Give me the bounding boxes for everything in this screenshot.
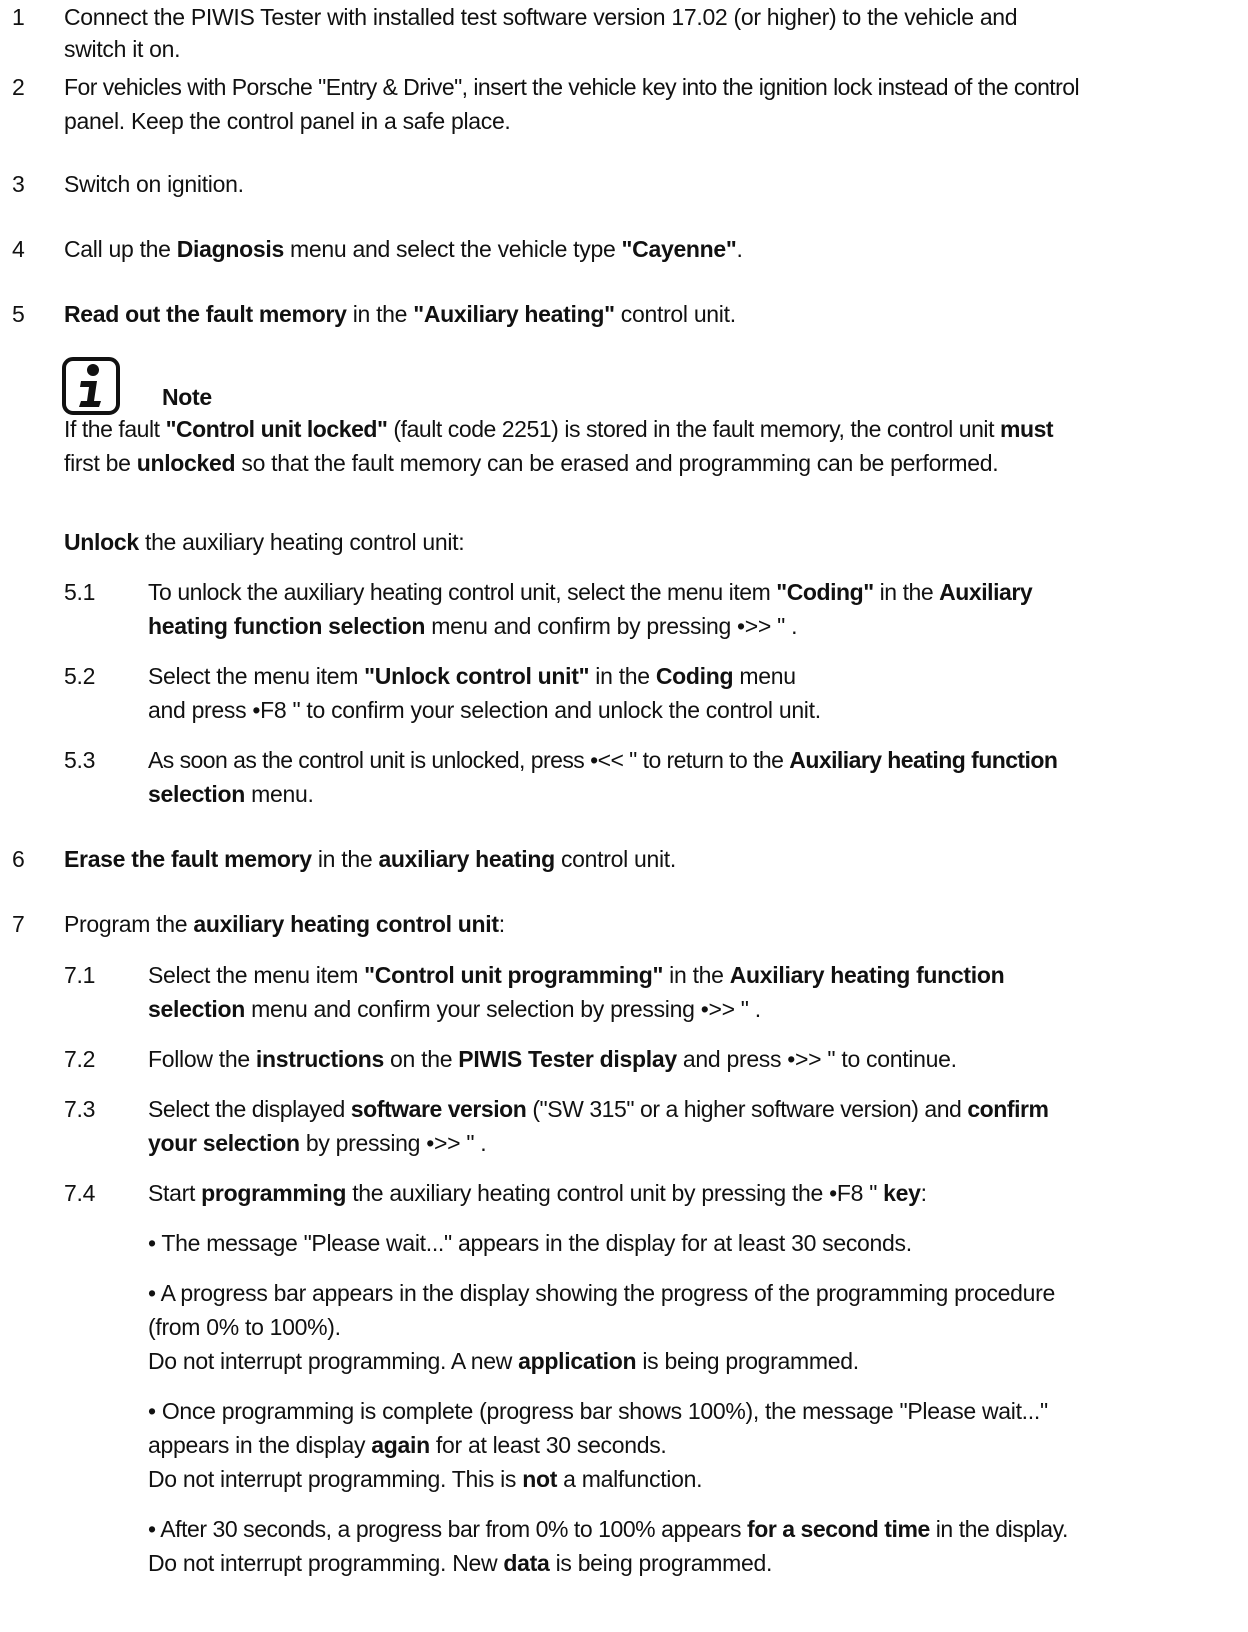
step-number: 7 — [12, 911, 25, 937]
substep-7-3-line-2: your selection by pressing •>> " . — [148, 1130, 487, 1156]
step-number: 1 — [12, 4, 25, 30]
bullet-second-time-line-2: Do not interrupt programming. New data is being programmed. — [148, 1550, 773, 1576]
substep-number: 7.3 — [64, 1096, 96, 1122]
step-5-text: Read out the fault memory in the "Auxiliary heating" control unit. — [64, 301, 736, 327]
bullet-progress-line-1: • A progress bar appears in the display showing the progress of the programming procedure — [148, 1280, 1055, 1306]
step-1-line-2: switch it on. — [64, 36, 181, 62]
substep-5-1-line-1: To unlock the auxiliary heating control unit, select the menu item "Coding" in the Auxiliary — [148, 579, 1033, 605]
substep-7-1-line-2: selection menu and confirm your selection by pressing •>> " . — [148, 996, 761, 1022]
info-icon — [61, 356, 121, 416]
substep-7-3-line-1: Select the displayed software version ("SW 315" or a higher software version) and confirm — [148, 1096, 1049, 1122]
step-1-line-1: Connect the PIWIS Tester with installed test software version 17.02 (or higher) to the vehicle and — [64, 4, 1018, 30]
substep-5-2-line-2: and press •F8 " to confirm your selection and unlock the control unit. — [148, 697, 821, 723]
substep-7-2-text: Follow the instructions on the PIWIS Tester display and press •>> " to continue. — [148, 1046, 957, 1072]
substep-number: 5.1 — [64, 579, 96, 605]
step-number: 4 — [12, 236, 25, 262]
bullet-complete-line-1: • Once programming is complete (progress bar shows 100%), the message "Please wait..." — [148, 1398, 1048, 1424]
bullet-please-wait: • The message "Please wait..." appears in the display for at least 30 seconds. — [148, 1230, 912, 1256]
substep-number: 7.4 — [64, 1180, 96, 1206]
substep-number: 7.2 — [64, 1046, 96, 1072]
step-number: 5 — [12, 301, 25, 327]
substep-number: 7.1 — [64, 962, 96, 988]
substep-5-3-line-1: As soon as the control unit is unlocked, press •<< " to return to the Auxiliary heating function — [148, 747, 1058, 773]
bullet-complete-line-2: appears in the display again for at least 30 seconds. — [148, 1432, 667, 1458]
step-number: 2 — [12, 74, 25, 100]
note-line-1: If the fault "Control unit locked" (fault code 2251) is stored in the fault memory, the control unit must — [64, 416, 1054, 442]
bullet-complete-line-3: Do not interrupt programming. This is not a malfunction. — [148, 1466, 703, 1492]
step-6-text: Erase the fault memory in the auxiliary heating control unit. — [64, 846, 676, 872]
substep-5-1-line-2: heating function selection menu and confirm by pressing •>> " . — [148, 613, 798, 639]
substep-7-1-line-1: Select the menu item "Control unit programming" in the Auxiliary heating function — [148, 962, 1005, 988]
substep-number: 5.2 — [64, 663, 96, 689]
step-number: 6 — [12, 846, 25, 872]
note-title: Note — [162, 384, 212, 410]
step-4-text: Call up the Diagnosis menu and select the vehicle type "Cayenne". — [64, 236, 743, 262]
substep-7-4-text: Start programming the auxiliary heating control unit by pressing the •F8 " key: — [148, 1180, 927, 1206]
step-3-text: Switch on ignition. — [64, 171, 244, 197]
bullet-progress-line-2: (from 0% to 100%). — [148, 1314, 341, 1340]
bullet-progress-line-3: Do not interrupt programming. A new application is being programmed. — [148, 1348, 859, 1374]
note-line-2: first be unlocked so that the fault memory can be erased and programming can be performed. — [64, 450, 999, 476]
substep-number: 5.3 — [64, 747, 96, 773]
step-7-text: Program the auxiliary heating control unit: — [64, 911, 505, 937]
bullet-second-time-line-1: • After 30 seconds, a progress bar from 0% to 100% appears for a second time in the display. — [148, 1516, 1068, 1542]
step-number: 3 — [12, 171, 25, 197]
unlock-heading: Unlock the auxiliary heating control unit: — [64, 529, 465, 555]
step-2-line-2: panel. Keep the control panel in a safe place. — [64, 108, 511, 134]
step-2-line-1: For vehicles with Porsche "Entry & Drive", insert the vehicle key into the ignition lock instead of the control — [64, 74, 1080, 100]
substep-5-3-line-2: selection menu. — [148, 781, 314, 807]
substep-5-2-line-1: Select the menu item "Unlock control unit" in the Coding menu — [148, 663, 796, 689]
